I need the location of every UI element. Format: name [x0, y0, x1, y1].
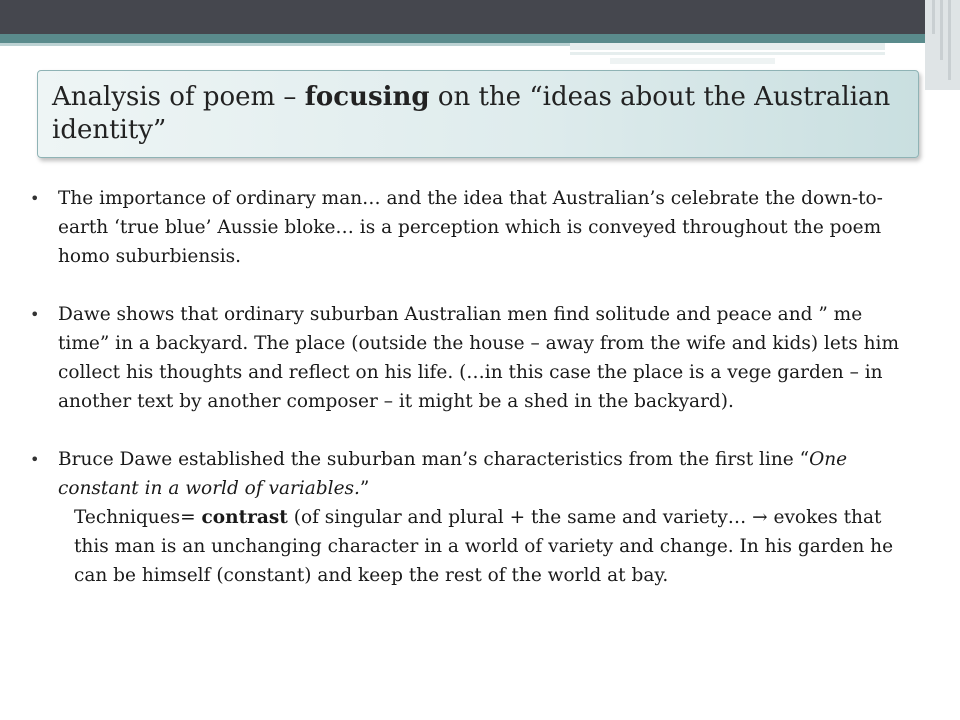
poem-quote: One constant in a world of variables. — [58, 449, 848, 499]
sub-prefix: Techniques= — [74, 507, 202, 528]
header-light-bar-right — [570, 43, 885, 55]
sub-paragraph — [28, 503, 918, 590]
slide-body — [28, 184, 918, 590]
header-stripe — [940, 0, 943, 60]
title-part: Analysis of poem – — [52, 82, 305, 112]
header-accent-bar — [0, 34, 960, 43]
sub-emphasis: contrast — [201, 507, 288, 528]
slide-title — [52, 81, 904, 147]
header-white-line — [570, 50, 888, 52]
header-bar — [0, 0, 960, 34]
bullet-text: The importance of ordinary man… and the idea that Australian’s celebrate the down-to-earth ‘true blue’ Aussie bloke… is a perception which is conveyed throughout the poem homo suburbiensis. — [58, 188, 883, 267]
header-light-bar — [0, 43, 570, 46]
header-light-bar-lower — [610, 58, 775, 64]
quote-mark: “ — [799, 449, 810, 470]
title-part: on the “ideas about the Australian identity” — [52, 82, 891, 145]
quote-mark: ” — [359, 478, 370, 499]
bullet-item — [28, 300, 918, 416]
sub-text: (of singular and plural + the same and variety… → evokes that this man is an unchanging character in a world of variety and change. In his garden he can be himself (constant) and keep the rest of the world at bay. — [74, 507, 894, 586]
bullet-text: Bruce Dawe established the suburban man’s characteristics from the first line — [58, 449, 800, 470]
title-box — [37, 70, 919, 158]
header-stripe — [948, 0, 951, 80]
bullet-item — [28, 184, 918, 271]
bullet-text: Dawe shows that ordinary suburban Australian men find solitude and peace and ” me time” in a backyard. The place (outside the house – away from the wife and kids) lets him collect his thoughts and reflect on his life. (…in this case the place is a vege garden – in another text by another composer – it might be a shed in the backyard). — [58, 304, 899, 412]
title-emphasis: focusing — [304, 82, 430, 112]
bullet-item — [28, 445, 918, 503]
header-stripe — [932, 0, 935, 34]
